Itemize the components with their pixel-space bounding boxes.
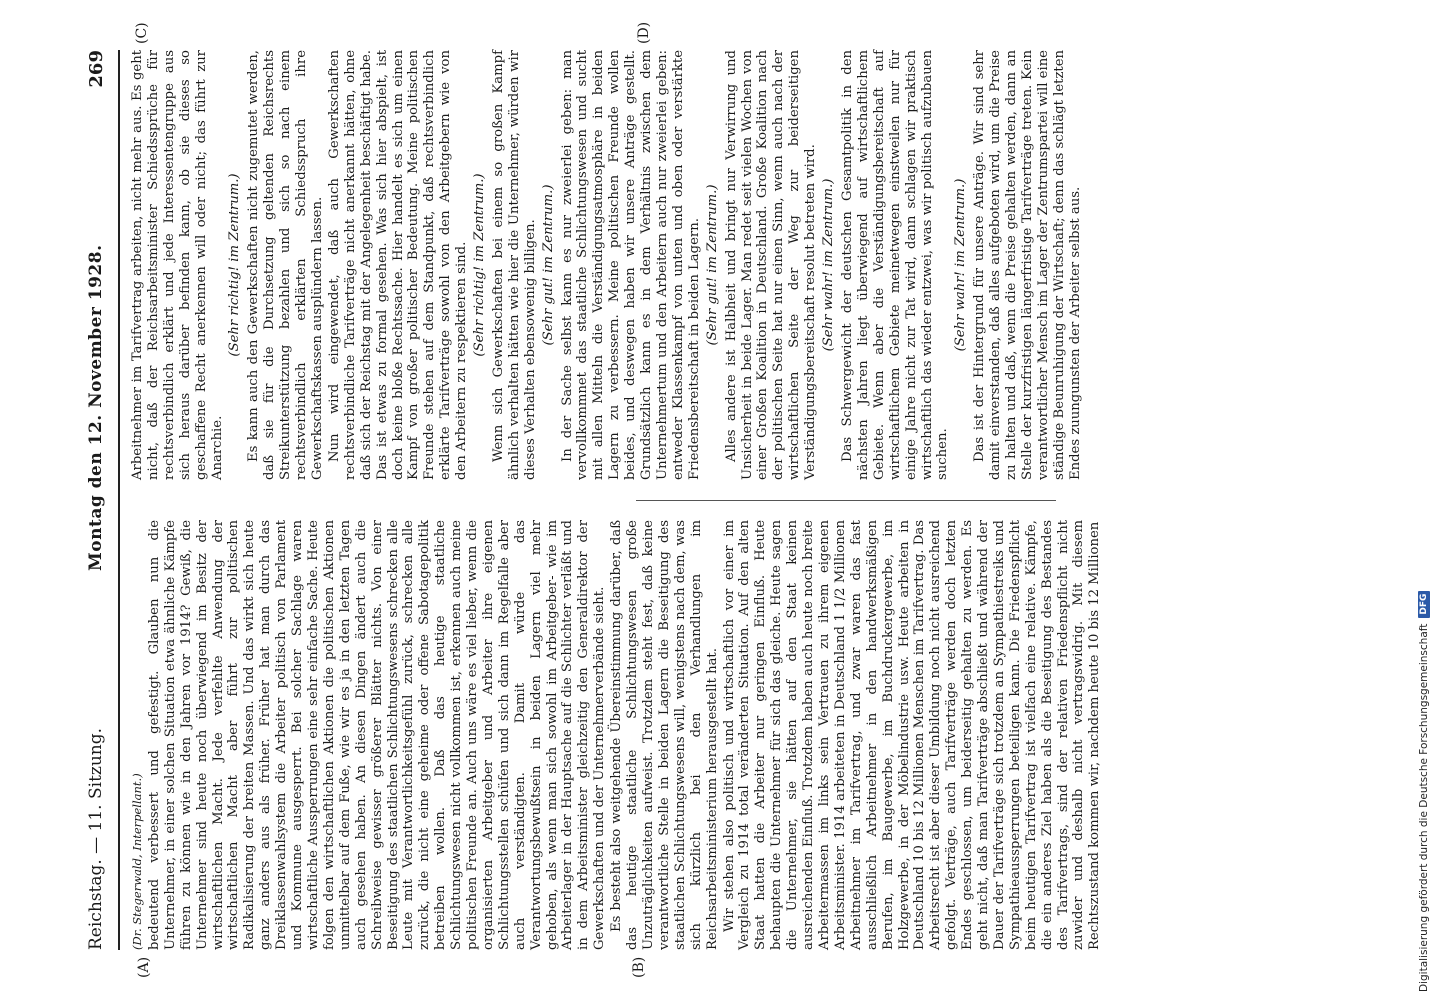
paragraph: Das ist der Hintergrund für unsere Anträge. Wir sind sehr damit einverstanden, daß alles aufgeboten wird, um die Preise zu halten und daß, wenn die Preise gehalten werden, dann an Stelle der kurzfristigen längerfristige Tarifverträge treten. Kein verantwortlicher Mensch im Lager der Zentrumspartei will eine ständige Beunruhigung der Wirtschaft; denn das schlägt letzten Endes zuungunsten der Arbeiter selbst aus. [972,50,1083,480]
dfg-logo: DFG [1418,591,1430,618]
left-column [130,520,1104,950]
dfg-credit-text: Digitalisierung gefördert durch die Deutsche Forschungsgemeinschaft [1418,623,1430,992]
page-header [76,50,116,950]
paragraph: In der Sache selbst kann es nur zweierlei geben: man vervollkommnet das staatliche Schlichtungswesen und sucht mit allen Mitteln die Verständigungsatmosphäre in beiden Lagern zu verbessern. Meine politischen Freunde wollen beides, und deswegen haben wir unsere Anträge gestellt. Grundsätzlich kann es in dem Verhältnis zwischen dem Unternehmertum und den Arbeitern auch nur zweierlei geben: entweder Klassenkampf von unten und oben oder verstärkte Friedensbereitschaft in beiden Lagern. [559,50,702,480]
interjection: (Sehr richtig! im Zentrum.) [227,173,243,357]
interjection: (Sehr wahr! im Zentrum.) [821,178,837,352]
dfg-credit [1414,300,1434,1000]
margin-mark-b: (B) [631,956,647,978]
paragraph: Alles andere ist Halbheit und bringt nur Verwirrung und Unsicherheit in beide Lager. Man redet seit vielen Wochen von einer Großen Koalition in Deutschland. Große Koalition nach der politischen Seite hat nur einen Sinn, wenn auch nach der wirtschaftlichen Seite der Weg zur beiderseitigen Verständigungsbereitschaft resolut betreten wird. [723,50,819,480]
margin-mark-a: (A) [136,956,152,978]
speaker-line: (Dr. Stegerwald, Interpellant.) [130,773,144,950]
paragraph: Wir stehen also politisch und wirtschaftlich vor einer im Vergleich zu 1914 total veränderten Situation. Auf den alten Staat hatten die Arbeiter nur geringen Einfluß. Heute behaupten die Unternehmer für sich das gleiche. Heute sagen die Unternehmer, sie hätten auf den Staat keinen ausreichenden Einfluß. Trotzdem haben auch heute noch breite Arbeitermassen im links sein Vertrauen zu ihrem eigenen Arbeitsminister. 1914 arbeiteten in Deutschland 1 1/2 Millionen Arbeitnehmer im Tarifvertrag, und zwar waren das fast ausschließlich Arbeitnehmer in den handwerksmäßigen Berufen, im Baugewerbe, im Buchdruckergewerbe, im Holzgewerbe, in der Möbelindustrie usw. Heute arbeiten in Deutschland 10 bis 12 Millionen Menschen im Tarifvertrag. Das Arbeitsrecht ist aber dieser Umbildung noch nicht ausreichend gefolgt. Verträge, auch Tarifverträge werden doch letzten Endes geschlossen, um beiderseitig gehalten zu werden. Es geht nicht, daß man Tarifverträge abschließt und während der Dauer der Tarifverträge sich trotzdem an Sympathiestreiks und Sympathieaussperrungen beteiligen kann. Die Friedenspflicht beim heutigen Tarifvertrag ist vielfach eine relative. Kämpfe, die ein anderes Ziel haben als die Beseitigung des Bestandes des Tarifvertrags, sind der relativen Friedenspflicht nicht zuwider und deshalb nicht vertragswidrig. Mit diesem Rechtszustand kommen wir, nachdem heute 10 bis 12 Millionen [721,520,1103,950]
header-rule [118,50,120,950]
interjection: (Sehr gut! im Zentrum.) [704,184,720,346]
paragraph: Wenn sich Gewerkschaften bei einem so großen Kampf ähnlich verhalten hätten wie hier die Unternehmer, würden wir dieses Verhalten ebensowenig billigen. [490,50,538,480]
interjection: (Sehr gut! im Zentrum.) [540,184,556,346]
right-column [130,50,1085,480]
interjection: (Sehr wahr! im Zentrum.) [953,178,969,352]
margin-mark-c: (C) [134,22,150,44]
header-date: Montag den 12. November 1928. [86,244,106,572]
paragraph: Arbeitnehmer im Tarifvertrag arbeiten, nicht mehr aus. Es geht nicht, daß der Reichsarbeitsminister Schiedssprüche für rechtsverbindlich erklärt und jede Interessentengruppe aus sich heraus darüber befinden kann, ob sie dieses so geschaffene Recht anerkennen will oder nicht; das führt zur Anarchie. [130,50,225,480]
header-left: Reichstag. — 11. Sitzung. [86,727,106,950]
interjection: (Sehr richtig! im Zentrum.) [472,173,488,357]
column-divider [636,500,1056,501]
dfg-credit-strip [1414,0,1434,1000]
paragraph: Das Schwergewicht der deutschen Gesamtpolitik in den nächsten Jahren liegt überwiegend auf wirtschaftlichem Gebiete. Wenn aber die Verständigungsbereitschaft auf wirtschaftlichem Gebiete meinetwegen einstweilen nur für einige Jahre nicht zur Tat wird, dann schlagen wir praktisch wirtschaftlich das wieder entzwei, was wir politisch aufzubauen suchen. [839,50,951,480]
paragraph: Es besteht also weitgehende Übereinstimmung darüber, daß das heutige staatliche Schlichtungswesen große Unzuträglichkeiten aufweist. Trotzdem steht fest, daß keine verantwortliche Stelle in beiden Lagern die Beseitigung des staatlichen Schlichtungswesens will, wenigstens nach dem, was sich kürzlich bei den Verhandlungen im Reichsarbeitsministerium herausgestellt hat. [609,520,720,950]
paragraph: Es kann auch den Gewerkschaften nicht zugemutet werden, daß sie für die Durchsetzung geltenden Reichsrechts Streikunterstützung bezahlen und sich so nach einem rechtsverbindlich erklärten Schiedsspruch ihre Gewerkschaftskassen ausplündern lassen. [246,50,325,480]
rotated-document-page [76,21,1316,978]
page-number: 269 [85,50,107,88]
paragraph: bedeutend verbessert und gefestigt. Glauben nun die Unternehmer, in einer solchen Situation etwa ähnliche Kämpfe führen zu können wie in den Jahren vor 1914? Gewiß, die Unternehmer sind heute noch überwiegend im Besitz der wirtschaftlichen Macht. Jede verfehlte Anwendung der wirtschaftlichen Macht aber führt zur politischen Radikalisierung der breiten Massen. Und das wirkt sich heute ganz anders aus als früher. Früher hat man durch das Dreiklassenwahlsystem die Arbeiter politisch von Parlament und Kommune ausgesperrt. Bei solcher Sachlage waren wirtschaftliche Aussperrungen eine sehr einfache Sache. Heute folgen den wirtschaftlichen Aktionen die politischen Aktionen unmittelbar auf dem Fuße, wie wir es ja in den letzten Tagen auch gesehen haben. An diesen Dingen ändert auch die Schreibweise gewisser größerer Blätter nichts. Von einer Beseitigung des staatlichen Schlichtungswesens schrecken alle Leute mit Verantwortlichkeitsgefühl zurück, schrecken alle zurück, die nicht eine geheime oder offene Sabotagepolitik betreiben wollen. Daß das heutige staatliche Schlichtungswesen nicht vollkommen ist, erkennen auch meine politischen Freunde an. Auch uns wäre es viel lieber, wenn die organisierten Arbeitgeber und Arbeiter ihre eigenen Schlichtungsstellen schüfen und sich dann im Regelfalle aber auch verständigten. Damit würde das Verantwortungsbewußtsein in beiden Lagern viel mehr gehoben, als wenn man sich sowohl im Arbeitgeber- wie im Arbeiterlager in der Hauptsache auf die Schlichter verläßt und in dem Arbeitsminister gleichzeitig den Generaldirektor der Gewerkschaften und der Unternehmerverbände sieht. [146,520,608,950]
paragraph: Nun wird eingewendet, daß auch Gewerkschaften rechtsverbindliche Tarifverträge nicht anerkannt hätten, ohne daß sich der Reichstag mit der Angelegenheit beschäftigt habe. Das ist etwas zu formal gesehen. Was sich hier abspielt, ist doch keine bloße Rechtssache. Hier handelt es sich um einen Kampf von großer politischer Bedeutung. Meine politischen Freunde stehen auf dem Standpunkt, daß rechtsverbindlich erklärte Tarifverträge sowohl von den Arbeitgebern wie von den Arbeitern zu respektieren sind. [326,50,470,480]
margin-mark-d: (D) [636,21,652,44]
